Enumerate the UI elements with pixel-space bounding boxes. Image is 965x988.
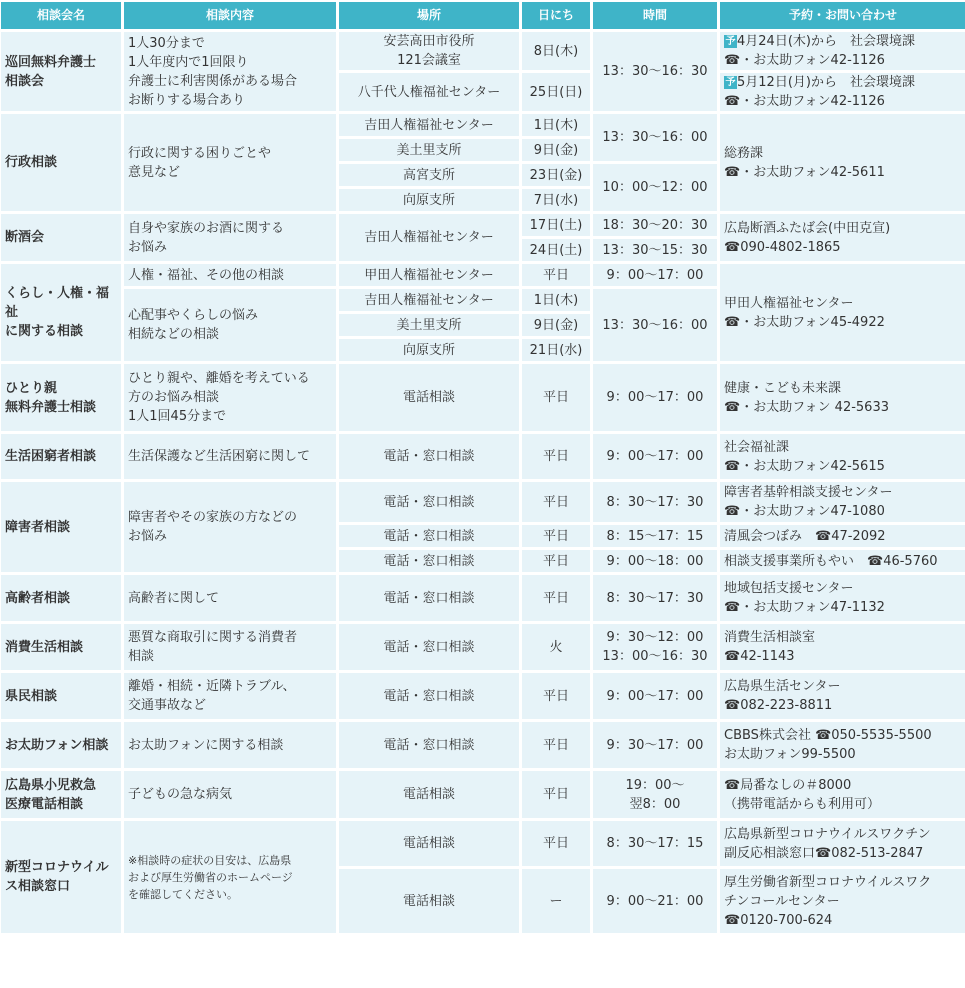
time-cell bbox=[593, 821, 717, 866]
cell-text: 8：30〜17：30 bbox=[606, 590, 704, 606]
consultation-content-cell bbox=[124, 214, 336, 261]
cell-text: 9日(金) bbox=[533, 317, 579, 333]
cell-text: 平日 bbox=[542, 449, 569, 464]
cell-text: 県民相談 bbox=[5, 688, 58, 704]
table-row bbox=[1, 32, 965, 70]
cell-text: 厚生労働省新型コロナウイルスワク チンコールセンター ☎0120-700-624 bbox=[724, 874, 932, 928]
header-content: 相談内容 bbox=[124, 2, 336, 29]
time-cell bbox=[593, 239, 717, 261]
reservation-badge: 予 bbox=[725, 36, 736, 47]
date-cell bbox=[522, 624, 590, 670]
place-cell bbox=[339, 550, 519, 572]
table-row bbox=[1, 575, 965, 621]
cell-text: 消費生活相談 bbox=[5, 639, 84, 655]
cell-text: 電話・窓口相談 bbox=[383, 737, 475, 753]
cell-text: 電話相談 bbox=[402, 836, 455, 851]
cell-text: 総務課 ☎・お太助フォン42-5611 bbox=[724, 145, 885, 180]
place-cell bbox=[339, 575, 519, 621]
table-row bbox=[1, 771, 965, 818]
table-row bbox=[1, 821, 965, 866]
contact-cell bbox=[720, 73, 965, 111]
cell-text: 8：15〜17：15 bbox=[606, 528, 704, 544]
header-contact: 予約・お問い合わせ bbox=[720, 2, 965, 29]
cell-text: 広島県生活センター ☎082-223-8811 bbox=[724, 679, 841, 713]
cell-text: 行政に関する困りごとや 意見など bbox=[128, 145, 272, 180]
date-cell bbox=[522, 771, 590, 818]
place-cell bbox=[339, 339, 519, 361]
consultation-content-cell bbox=[124, 673, 336, 719]
time-cell bbox=[593, 114, 717, 161]
time-cell bbox=[593, 771, 717, 818]
place-cell bbox=[339, 32, 519, 70]
consultation-name-cell bbox=[1, 821, 121, 933]
place-cell bbox=[339, 214, 519, 261]
contact-cell bbox=[720, 214, 965, 261]
consultation-content-cell bbox=[124, 624, 336, 670]
cell-text: 人権・福祉、その他の相談 bbox=[128, 267, 285, 283]
date-cell bbox=[522, 550, 590, 572]
contact-cell bbox=[720, 821, 965, 866]
cell-text: 八千代人権福祉センター bbox=[357, 84, 501, 100]
date-cell bbox=[522, 73, 590, 111]
consultation-name-cell bbox=[1, 114, 121, 211]
date-cell bbox=[522, 673, 590, 719]
cell-text: 5月12日(月)から 社会環境課 ☎・お太助フォン42-1126 bbox=[724, 75, 915, 109]
table-row bbox=[1, 364, 965, 431]
cell-text: ひとり親や、離婚を考えている 方のお悩み相談 1人1回45分まで bbox=[128, 371, 310, 424]
cell-text: 13：30〜16：00 bbox=[602, 317, 708, 333]
cell-text: 9：00〜17：00 bbox=[606, 449, 704, 464]
place-cell bbox=[339, 821, 519, 866]
date-cell bbox=[522, 525, 590, 547]
time-cell bbox=[593, 673, 717, 719]
cell-text: 吉田人権福祉センター bbox=[364, 292, 494, 308]
place-cell bbox=[339, 434, 519, 479]
time-cell bbox=[593, 364, 717, 431]
cell-text: 13：30〜16：30 bbox=[602, 64, 708, 79]
contact-cell bbox=[720, 264, 965, 361]
cell-text: 9：00〜17：00 bbox=[606, 390, 704, 405]
date-cell bbox=[522, 482, 590, 522]
cell-text: 電話・窓口相談 bbox=[383, 494, 475, 510]
place-cell bbox=[339, 164, 519, 186]
time-cell bbox=[593, 575, 717, 621]
date-cell bbox=[522, 239, 590, 261]
date-cell bbox=[522, 214, 590, 236]
time-cell bbox=[593, 525, 717, 547]
time-cell bbox=[593, 869, 717, 933]
cell-text: 新型コロナウイル ス相談窓口 bbox=[5, 860, 109, 894]
cell-text: 8：30〜17：15 bbox=[606, 836, 704, 851]
cell-text: 10：00〜12：00 bbox=[602, 180, 708, 195]
place-cell bbox=[339, 189, 519, 211]
header-row bbox=[1, 2, 965, 29]
cell-text: 安芸高田市役所 121会議室 bbox=[383, 34, 475, 68]
cell-text: 平日 bbox=[542, 390, 569, 405]
cell-text: 23日(金) bbox=[529, 167, 583, 183]
cell-text: 自身や家族のお酒に関する お悩み bbox=[128, 220, 285, 255]
table-row bbox=[1, 482, 965, 522]
consultation-content-cell bbox=[124, 289, 336, 361]
cell-text: 心配事やくらしの悩み 相続などの相談 bbox=[128, 308, 259, 342]
table-row bbox=[1, 114, 965, 136]
table-row bbox=[1, 434, 965, 479]
cell-text: 24日(土) bbox=[529, 242, 583, 258]
cell-text: 18：30〜20：30 bbox=[602, 217, 708, 233]
date-cell bbox=[522, 189, 590, 211]
table-row bbox=[1, 264, 965, 286]
place-cell bbox=[339, 114, 519, 136]
cell-text: お太助フォンに関する相談 bbox=[128, 737, 284, 753]
cell-text: 広島県新型コロナウイルスワクチン 副反応相談窓口☎082-513-2847 bbox=[724, 826, 931, 861]
contact-cell bbox=[720, 550, 965, 572]
header-time: 時間 bbox=[593, 2, 717, 29]
cell-text: 平日 bbox=[542, 494, 569, 510]
contact-cell bbox=[720, 114, 965, 211]
consultation-content-cell bbox=[124, 264, 336, 286]
place-cell bbox=[339, 364, 519, 431]
cell-text: 障害者相談 bbox=[5, 519, 71, 535]
cell-text: 13：30〜16：00 bbox=[602, 130, 708, 145]
cell-text: 生活保護など生活困窮に関して bbox=[128, 449, 311, 464]
contact-cell bbox=[720, 624, 965, 670]
cell-text: 25日(日) bbox=[529, 84, 583, 100]
consultation-content-cell bbox=[124, 32, 336, 111]
header-place: 場所 bbox=[339, 2, 519, 29]
reservation-badge: 予 bbox=[725, 77, 736, 88]
consultation-name-cell bbox=[1, 624, 121, 670]
cell-text: 平日 bbox=[542, 688, 569, 704]
cell-text: 社会福祉課 ☎・お太助フォン42-5615 bbox=[724, 439, 885, 474]
consultation-name-cell bbox=[1, 214, 121, 261]
consultation-content-cell bbox=[124, 364, 336, 431]
consultation-content-cell bbox=[124, 821, 336, 933]
place-cell bbox=[339, 289, 519, 311]
cell-text: 平日 bbox=[542, 590, 569, 606]
place-cell bbox=[339, 482, 519, 522]
consultation-name-cell bbox=[1, 771, 121, 818]
time-cell bbox=[593, 550, 717, 572]
contact-cell bbox=[720, 575, 965, 621]
contact-cell bbox=[720, 722, 965, 768]
cell-text: 電話・窓口相談 bbox=[383, 688, 475, 704]
place-cell bbox=[339, 264, 519, 286]
date-cell bbox=[522, 339, 590, 361]
place-cell bbox=[339, 314, 519, 336]
table-row bbox=[1, 214, 965, 236]
cell-text: 9：00〜17：00 bbox=[606, 688, 704, 704]
consultation-content-cell bbox=[124, 482, 336, 572]
cell-text: 火 bbox=[549, 639, 563, 655]
table-row bbox=[1, 673, 965, 719]
cell-text: 清風会つぼみ ☎47-2092 bbox=[724, 528, 886, 544]
cell-text: 平日 bbox=[542, 836, 569, 851]
cell-text: ※相談時の症状の目安は、広島県 および厚生労働省のホームページ を確認してください。 bbox=[128, 853, 293, 901]
table-body bbox=[1, 32, 965, 933]
cell-text: 4月24日(木)から 社会環境課 ☎・お太助フォン42-1126 bbox=[724, 34, 915, 68]
cell-text: 美土里支所 bbox=[396, 317, 462, 333]
cell-text: 21日(水) bbox=[529, 342, 583, 358]
cell-text: 電話・窓口相談 bbox=[383, 553, 475, 569]
cell-text: 19：00〜 翌8：00 bbox=[625, 777, 685, 812]
time-cell bbox=[593, 214, 717, 236]
cell-text: CBBS株式会社 ☎050-5535-5500 お太助フォン99-5500 bbox=[724, 728, 932, 762]
cell-text: 平日 bbox=[542, 528, 569, 544]
date-cell bbox=[522, 32, 590, 70]
consultation-name-cell bbox=[1, 264, 121, 361]
cell-text: ー bbox=[549, 893, 563, 909]
contact-cell bbox=[720, 771, 965, 818]
consultation-content-cell bbox=[124, 434, 336, 479]
place-cell bbox=[339, 525, 519, 547]
consultation-name-cell bbox=[1, 575, 121, 621]
contact-cell bbox=[720, 434, 965, 479]
cell-text: 電話相談 bbox=[402, 390, 455, 405]
date-cell bbox=[522, 869, 590, 933]
cell-text: 障害者基幹相談支援センター ☎・お太助フォン47-1080 bbox=[724, 485, 893, 519]
place-cell bbox=[339, 673, 519, 719]
date-cell bbox=[522, 164, 590, 186]
header-date: 日にち bbox=[522, 2, 590, 29]
date-cell bbox=[522, 364, 590, 431]
place-cell bbox=[339, 869, 519, 933]
contact-cell bbox=[720, 673, 965, 719]
consultation-content-cell bbox=[124, 114, 336, 211]
cell-text: 高齢者に関して bbox=[128, 590, 220, 606]
date-cell bbox=[522, 434, 590, 479]
cell-text: 電話・窓口相談 bbox=[383, 590, 475, 606]
cell-text: 1日(木) bbox=[533, 117, 579, 133]
cell-text: 悪質な商取引に関する消費者 相談 bbox=[128, 630, 298, 664]
cell-text: 平日 bbox=[542, 267, 569, 283]
table-row bbox=[1, 722, 965, 768]
cell-text: 13：30〜15：30 bbox=[602, 242, 708, 258]
cell-text: 地域包括支援センター ☎・お太助フォン47-1132 bbox=[724, 581, 885, 615]
cell-text: 平日 bbox=[542, 553, 569, 569]
cell-text: 9日(金) bbox=[533, 142, 579, 158]
place-cell bbox=[339, 73, 519, 111]
cell-text: 吉田人権福祉センター bbox=[364, 230, 494, 245]
cell-text: 巡回無料弁護士 相談会 bbox=[5, 54, 97, 89]
cell-text: 平日 bbox=[542, 787, 569, 802]
cell-text: 7日(水) bbox=[533, 192, 579, 208]
cell-text: 電話相談 bbox=[402, 787, 455, 802]
consultation-content-cell bbox=[124, 722, 336, 768]
date-cell bbox=[522, 821, 590, 866]
cell-text: ☎局番なしの＃8000 （携帯電話からも利用可） bbox=[724, 777, 881, 812]
time-cell bbox=[593, 722, 717, 768]
cell-text: 断酒会 bbox=[5, 230, 45, 245]
cell-text: 1人30分まで 1人年度内で1回限り 弁護士に利害関係がある場合 お断りする場合あり bbox=[128, 35, 298, 108]
cell-text: 吉田人権福祉センター bbox=[364, 117, 494, 133]
consultation-content-cell bbox=[124, 575, 336, 621]
cell-text: 高齢者相談 bbox=[5, 590, 71, 606]
consultation-name-cell bbox=[1, 482, 121, 572]
cell-text: 電話・窓口相談 bbox=[383, 449, 475, 464]
place-cell bbox=[339, 624, 519, 670]
cell-text: 甲田人権福祉センター bbox=[364, 267, 494, 283]
date-cell bbox=[522, 139, 590, 161]
consultation-name-cell bbox=[1, 722, 121, 768]
cell-text: 子どもの急な病気 bbox=[128, 787, 233, 802]
consultation-name-cell bbox=[1, 434, 121, 479]
contact-cell bbox=[720, 364, 965, 431]
consultation-name-cell bbox=[1, 364, 121, 431]
cell-text: 電話・窓口相談 bbox=[383, 639, 475, 655]
cell-text: くらし・人権・福祉 に関する相談 bbox=[5, 286, 110, 339]
time-cell bbox=[593, 434, 717, 479]
place-cell bbox=[339, 722, 519, 768]
cell-text: ひとり親 無料弁護士相談 bbox=[5, 380, 97, 415]
table-row bbox=[1, 624, 965, 670]
cell-text: 美土里支所 bbox=[396, 142, 462, 158]
cell-text: お太助フォン相談 bbox=[5, 737, 109, 753]
cell-text: 広島断酒ふたば会(中田克宣) ☎090-4802-1865 bbox=[724, 220, 891, 255]
date-cell bbox=[522, 264, 590, 286]
cell-text: 消費生活相談室 ☎42-1143 bbox=[724, 630, 816, 664]
cell-text: 8：30〜17：30 bbox=[606, 494, 704, 510]
consultation-name-cell bbox=[1, 32, 121, 111]
cell-text: 電話相談 bbox=[402, 893, 455, 909]
cell-text: 17日(土) bbox=[529, 217, 583, 233]
time-cell bbox=[593, 289, 717, 361]
cell-text: 向原支所 bbox=[402, 192, 455, 208]
cell-text: 離婚・相続・近隣トラブル、 交通事故など bbox=[128, 679, 296, 713]
date-cell bbox=[522, 575, 590, 621]
contact-cell bbox=[720, 525, 965, 547]
place-cell bbox=[339, 139, 519, 161]
date-cell bbox=[522, 289, 590, 311]
cell-text: 広島県小児救急 医療電話相談 bbox=[5, 777, 97, 812]
time-cell bbox=[593, 264, 717, 286]
time-cell bbox=[593, 624, 717, 670]
cell-text: 9：00〜17：00 bbox=[606, 267, 704, 283]
date-cell bbox=[522, 722, 590, 768]
cell-text: 生活困窮者相談 bbox=[5, 449, 97, 464]
consultation-name-cell bbox=[1, 673, 121, 719]
time-cell bbox=[593, 32, 717, 111]
cell-text: 甲田人権福祉センター ☎・お太助フォン45-4922 bbox=[724, 295, 885, 330]
header-name: 相談会名 bbox=[1, 2, 121, 29]
contact-cell bbox=[720, 482, 965, 522]
contact-cell bbox=[720, 869, 965, 933]
cell-text: 平日 bbox=[542, 737, 569, 753]
cell-text: 1日(木) bbox=[533, 292, 579, 308]
place-cell bbox=[339, 771, 519, 818]
time-cell bbox=[593, 482, 717, 522]
time-cell bbox=[593, 164, 717, 211]
cell-text: 9：00〜18：00 bbox=[606, 553, 704, 569]
cell-text: 行政相談 bbox=[5, 155, 58, 170]
cell-text: 電話・窓口相談 bbox=[383, 528, 475, 544]
cell-text: 相談支援事業所もやい ☎46-5760 bbox=[724, 553, 938, 569]
cell-text: 9：30〜17：00 bbox=[606, 737, 704, 753]
cell-text: 9：30〜12：00 13：00〜16：30 bbox=[602, 630, 708, 664]
cell-text: 障害者やその家族の方などの お悩み bbox=[128, 510, 298, 544]
cell-text: 9：00〜21：00 bbox=[606, 893, 704, 909]
date-cell bbox=[522, 114, 590, 136]
cell-text: 向原支所 bbox=[402, 342, 455, 358]
date-cell bbox=[522, 314, 590, 336]
cell-text: 健康・こども未来課 ☎・お太助フォン 42-5633 bbox=[724, 380, 889, 415]
cell-text: 高宮支所 bbox=[402, 167, 455, 183]
consultation-content-cell bbox=[124, 771, 336, 818]
cell-text: 8日(木) bbox=[533, 43, 579, 59]
contact-cell bbox=[720, 32, 965, 70]
